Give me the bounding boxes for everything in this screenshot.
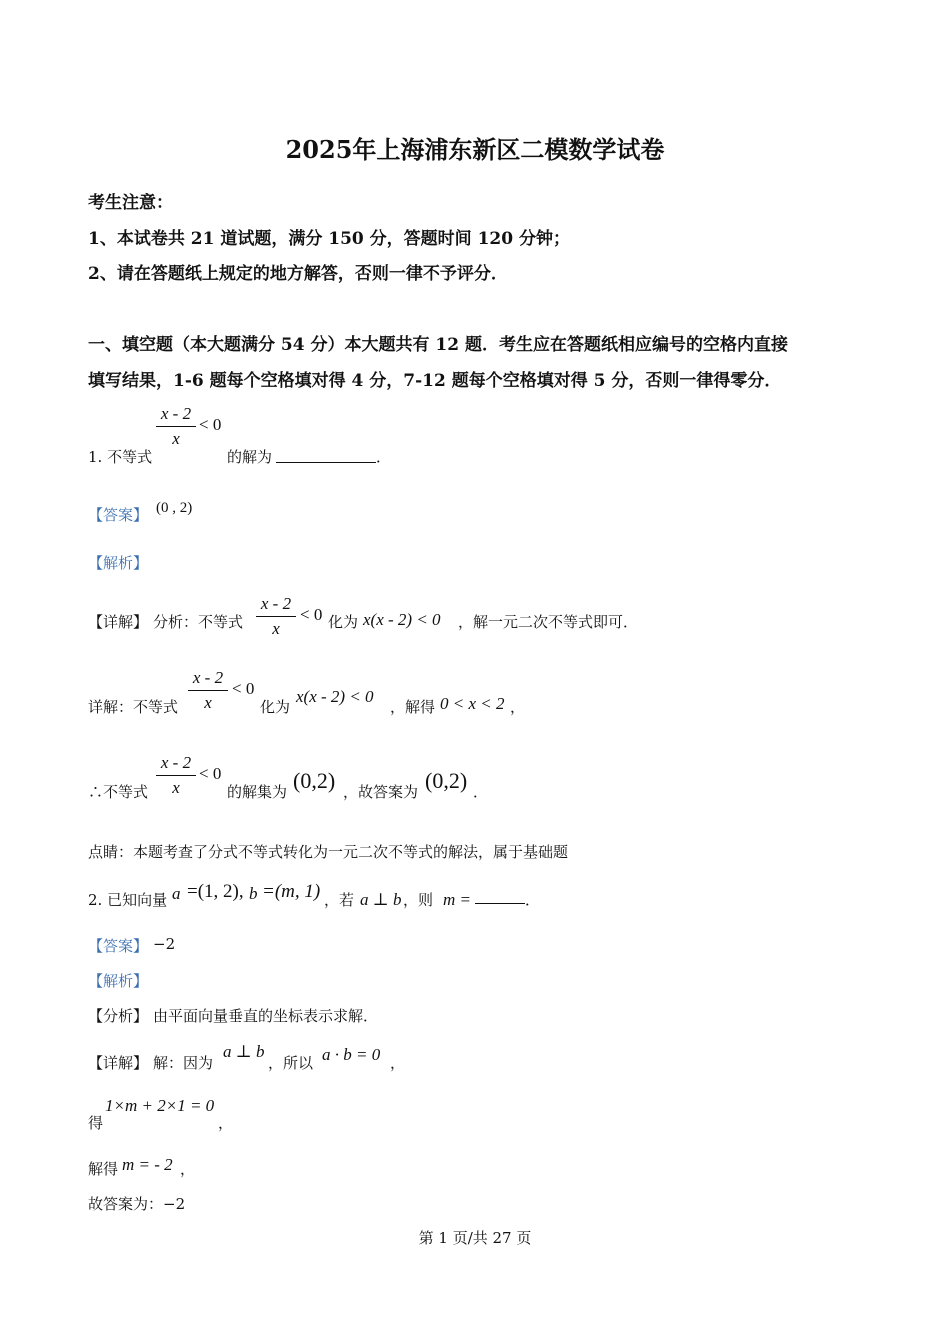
q2-eq-a: =(1, 2), (187, 881, 244, 902)
q2-answer: −2 (153, 935, 176, 953)
q1-solve-a: 详解：不等式 (88, 698, 179, 716)
q2-answer-blank (475, 889, 525, 904)
q2-detail-b: ，所以 (268, 1054, 314, 1072)
section-1-line2: 填写结果，1-6 题每个空格填对得 4 分，7-12 题每个空格填对得 5 分，否则一律得零分． (88, 371, 782, 391)
q2-solve-a: 解得 (88, 1160, 119, 1178)
q1-solve-f: ， (510, 698, 526, 716)
q2-eq-b: =(m, 1) (262, 881, 321, 902)
q2-if: ，若 (324, 891, 355, 909)
q1-conc-b: 的解集为 (227, 783, 288, 801)
q2-fenxi-tag: 【分析】 (88, 1007, 149, 1025)
q1-prefix: 1. 不等式 (88, 448, 153, 466)
q2-solve-b: ， (180, 1160, 196, 1178)
q1-period: ． (376, 448, 392, 466)
q2-detail-c: ， (390, 1054, 406, 1072)
q2-analysis-tag: 【解析】 (88, 972, 149, 990)
q1-conc-a: ∴不等式 (88, 783, 149, 801)
q1-solve-e: 0 < x < 2 (440, 694, 505, 713)
page-title: 2025年上海浦东新区二模数学试卷 (285, 135, 665, 164)
q1-frac-den: x (172, 429, 180, 448)
q1-conc-rel: < 0 (199, 764, 222, 783)
q2-solve-eq: m = - 2 (122, 1155, 173, 1174)
q1-suffix: 的解为 (227, 448, 273, 466)
q1-solve-c: x(x - 2) < 0 (296, 687, 374, 706)
q2-answer-tag: 【答案】 (88, 937, 149, 955)
frac-num: x - 2 (192, 668, 224, 687)
q2-eq1-tail: ， (218, 1114, 234, 1132)
q1-solve-b: 化为 (260, 698, 291, 716)
frac-num: x - 2 (260, 594, 292, 613)
frac-num: x - 2 (160, 753, 192, 772)
frac-den: x (204, 693, 212, 712)
q2-vec-a: a (172, 884, 181, 903)
q1-solve-rel: < 0 (232, 679, 255, 698)
q1-fraction (156, 404, 196, 449)
q1-comment: 点睛：本题考查了分式不等式转化为一元二次不等式的解法，属于基础题 (88, 843, 569, 861)
section-1-line1: 一、填空题（本大题满分 54 分）本大题共有 12 题．考生应在答题纸相应编号的空格内直接 (88, 335, 788, 355)
notice-2: 2、请在答题纸上规定的地方解答，否则一律不予评分． (88, 264, 508, 284)
q1-analysis-tag: 【解析】 (88, 554, 149, 572)
q1-detail-a: 分析：不等式 (153, 613, 244, 631)
q1-conc-e: (0,2) (425, 768, 468, 793)
q1-detail-fraction (256, 594, 296, 639)
q1-conc-c: (0,2) (293, 768, 336, 793)
q1-detail-c: x(x - 2) < 0 (363, 610, 441, 629)
q1-frac-num: x - 2 (160, 404, 192, 423)
q1-detail-d: ，解一元二次不等式即可． (458, 613, 639, 631)
q2-m-eq: m = (443, 890, 471, 909)
q1-answer-tag: 【答案】 (88, 506, 149, 524)
q2-perp: a ⊥ b (360, 890, 402, 909)
notice-heading: 考生注意： (88, 193, 173, 213)
q2-eq1: 1×m + 2×1 = 0 (105, 1096, 215, 1115)
q2-detail-dot: a · b = 0 (322, 1045, 381, 1064)
q2-prefix: 2. 已知向量 (88, 891, 168, 909)
q1-detail-rel: < 0 (300, 605, 323, 624)
fraction-bar (156, 775, 196, 776)
q2-detail-a: 解：因为 (153, 1054, 214, 1072)
q1-answer: (0 , 2) (156, 500, 193, 516)
q1-conc-f: ． (473, 783, 489, 801)
page-footer: 第 1 页/共 27 页 (418, 1229, 532, 1247)
q2-fenxi: 由平面向量垂直的坐标表示求解． (153, 1007, 379, 1025)
q2-vec-b: b (249, 884, 258, 903)
q2-then: ，则 (403, 891, 434, 909)
q2-de: 得 (88, 1114, 104, 1132)
notice-1: 1、本试卷共 21 道试题，满分 150 分，答题时间 120 分钟； (88, 229, 570, 249)
frac-den: x (272, 619, 280, 638)
q1-detail-tag: 【详解】 (88, 613, 149, 631)
q2-detail-tag: 【详解】 (88, 1054, 149, 1072)
frac-den: x (172, 778, 180, 797)
q2-period: ． (525, 891, 541, 909)
q2-final: 故答案为：−2 (88, 1195, 186, 1213)
q1-answer-blank (276, 446, 376, 463)
q1-solve-d: ，解得 (390, 698, 436, 716)
q2-detail-perp: a ⊥ b (223, 1042, 265, 1061)
q1-rel: < 0 (199, 415, 222, 434)
q1-solve-fraction (188, 668, 228, 713)
q1-conc-d: ，故答案为 (343, 783, 419, 801)
fraction-bar (156, 426, 196, 427)
fraction-bar (188, 690, 228, 691)
q1-detail-b: 化为 (328, 613, 359, 631)
fraction-bar (256, 616, 296, 617)
q1-conc-fraction (156, 753, 196, 798)
